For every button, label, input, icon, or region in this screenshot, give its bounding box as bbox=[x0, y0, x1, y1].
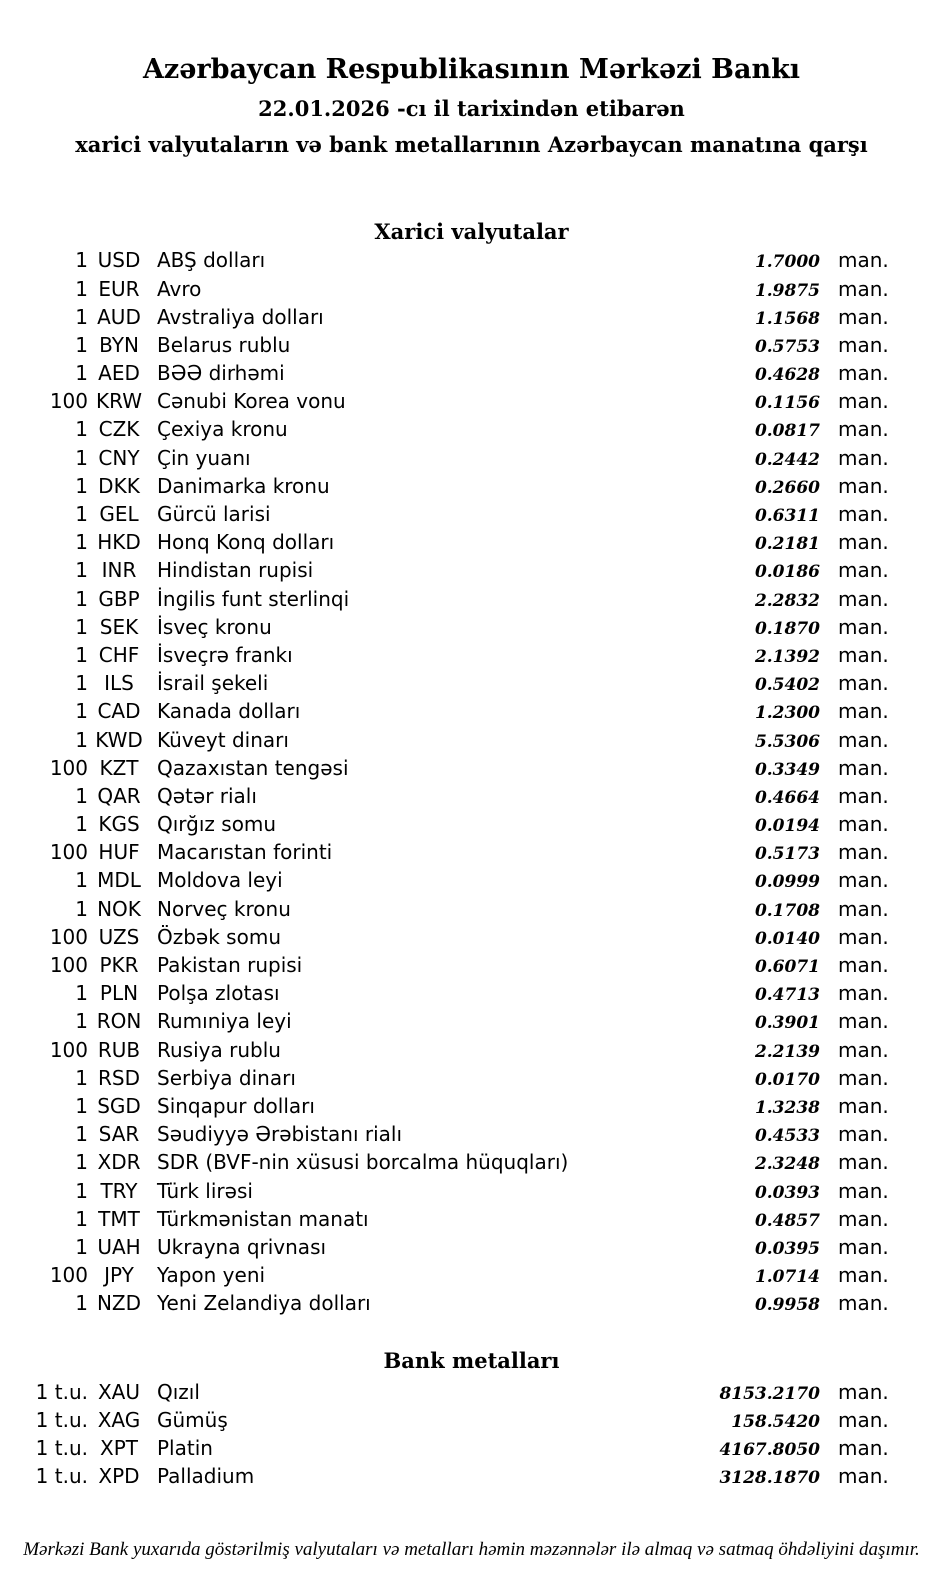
currency-name: Palladium bbox=[157, 1464, 255, 1489]
currency-code: QAR bbox=[97, 783, 141, 808]
currency-row bbox=[0, 277, 943, 305]
currency-code: KZT bbox=[99, 755, 139, 780]
currency-row bbox=[0, 925, 943, 953]
quantity-cell: 1 bbox=[75, 812, 88, 837]
rate-value: 0.6311 bbox=[754, 506, 820, 527]
quantity-cell: 1 bbox=[75, 445, 88, 470]
currency-code: DKK bbox=[98, 473, 140, 498]
currency-name: Polşa zlotası bbox=[157, 981, 280, 1006]
currency-row bbox=[0, 671, 943, 699]
currency-name: Honq Konq dolları bbox=[157, 530, 335, 555]
currency-code: RSD bbox=[98, 1065, 140, 1090]
currency-code: JPY bbox=[104, 1263, 134, 1288]
currency-name: Avro bbox=[157, 276, 202, 301]
currency-name: Moldova leyi bbox=[157, 868, 283, 893]
unit-label: man. bbox=[838, 248, 889, 273]
currency-name: Ukrayna qrivnası bbox=[157, 1234, 327, 1259]
currency-row bbox=[0, 868, 943, 896]
unit-label: man. bbox=[838, 1206, 889, 1231]
rate-value: 0.4533 bbox=[754, 1126, 820, 1147]
unit-label: man. bbox=[838, 1065, 889, 1090]
rate-value: 0.3901 bbox=[754, 1013, 820, 1034]
unit-label: man. bbox=[838, 361, 889, 386]
rate-value: 0.1870 bbox=[754, 618, 820, 639]
currency-code: CZK bbox=[98, 417, 140, 442]
rate-value: 0.1156 bbox=[754, 393, 820, 414]
unit-label: man. bbox=[838, 642, 889, 667]
currency-name: SDR (BVF-nin xüsusi borcalma hüquqları) bbox=[157, 1150, 569, 1175]
rate-value: 0.0140 bbox=[754, 928, 820, 949]
quantity-cell: 1 bbox=[75, 1178, 88, 1203]
unit-label: man. bbox=[838, 614, 889, 639]
rate-value: 0.4857 bbox=[754, 1210, 820, 1231]
rate-value: 0.0186 bbox=[754, 562, 820, 583]
currency-code: XAG bbox=[97, 1407, 141, 1432]
rate-value: 0.3349 bbox=[754, 759, 820, 780]
currency-code: CNY bbox=[98, 445, 140, 470]
rate-value: 0.5402 bbox=[754, 675, 820, 696]
unit-label: man. bbox=[838, 389, 889, 414]
rate-value: 158.5420 bbox=[731, 1411, 820, 1432]
quantity-cell: 1 bbox=[75, 530, 88, 555]
currency-row bbox=[0, 474, 943, 502]
quantity-cell: 1 bbox=[75, 276, 88, 301]
rate-value: 2.2832 bbox=[754, 590, 820, 611]
currency-name: Qızıl bbox=[157, 1379, 200, 1404]
quantity-cell: 1 bbox=[75, 1009, 88, 1034]
quantity-cell: 1 bbox=[75, 896, 88, 921]
currency-row bbox=[0, 1122, 943, 1150]
currency-row bbox=[0, 812, 943, 840]
currency-name: İsveçrə frankı bbox=[157, 642, 293, 667]
quantity-cell: 1 bbox=[75, 248, 88, 273]
currency-code: HKD bbox=[97, 530, 141, 555]
currency-row bbox=[0, 1094, 943, 1122]
currency-row bbox=[0, 1150, 943, 1178]
quantity-cell: 100 bbox=[49, 1037, 88, 1062]
quantity-cell: 1 bbox=[75, 332, 88, 357]
currencies-section-title: Xarici valyutalar bbox=[374, 219, 569, 245]
metal-rates-table bbox=[0, 1380, 943, 1493]
quantity-cell: 1 bbox=[75, 671, 88, 696]
rate-value: 1.2300 bbox=[754, 703, 820, 724]
currency-code: XPD bbox=[98, 1464, 140, 1489]
quantity-cell: 1 bbox=[75, 642, 88, 667]
currency-code: RUB bbox=[97, 1037, 141, 1062]
currency-row bbox=[0, 587, 943, 615]
rate-value: 0.0999 bbox=[754, 872, 820, 893]
quantity-cell: 1 bbox=[75, 1093, 88, 1118]
quantity-cell: 1 t.u. bbox=[35, 1407, 88, 1432]
currency-row bbox=[0, 981, 943, 1009]
currency-name: Platin bbox=[157, 1435, 213, 1460]
quantity-cell: 1 bbox=[75, 981, 88, 1006]
currency-row bbox=[0, 1263, 943, 1291]
unit-label: man. bbox=[838, 473, 889, 498]
currency-row bbox=[0, 840, 943, 868]
rate-value: 0.4628 bbox=[754, 365, 820, 386]
unit-label: man. bbox=[838, 1464, 889, 1489]
currency-name: İsrail şekeli bbox=[157, 671, 269, 696]
currency-row bbox=[0, 1009, 943, 1037]
rate-value: 1.0714 bbox=[754, 1267, 820, 1288]
unit-label: man. bbox=[838, 304, 889, 329]
unit-label: man. bbox=[838, 1234, 889, 1259]
unit-label: man. bbox=[838, 558, 889, 583]
rate-value: 0.2442 bbox=[754, 449, 820, 470]
currency-name: Rumıniya leyi bbox=[157, 1009, 292, 1034]
currency-code: KRW bbox=[96, 389, 142, 414]
currency-name: Pakistan rupisi bbox=[157, 953, 303, 978]
quantity-cell: 100 bbox=[49, 1263, 88, 1288]
unit-label: man. bbox=[838, 445, 889, 470]
currency-row bbox=[0, 333, 943, 361]
currency-row bbox=[0, 558, 943, 586]
unit-label: man. bbox=[838, 755, 889, 780]
quantity-cell: 100 bbox=[49, 840, 88, 865]
currency-row bbox=[0, 1038, 943, 1066]
document-subtitle: xarici valyutaların və bank metallarının Azərbaycan manatına qarşı bbox=[75, 132, 868, 158]
currency-rates-table bbox=[0, 248, 943, 1319]
quantity-cell: 1 bbox=[75, 1122, 88, 1147]
currency-row bbox=[0, 1235, 943, 1263]
currency-code: KGS bbox=[98, 812, 140, 837]
page-title: Azərbaycan Respublikasının Mərkəzi Bankı bbox=[142, 54, 801, 85]
quantity-cell: 1 bbox=[75, 558, 88, 583]
currency-name: Küveyt dinarı bbox=[157, 727, 289, 752]
currency-row bbox=[0, 530, 943, 558]
currency-row bbox=[0, 361, 943, 389]
currency-code: USD bbox=[97, 248, 141, 273]
currency-row bbox=[0, 615, 943, 643]
metal-row bbox=[0, 1436, 943, 1464]
unit-label: man. bbox=[838, 981, 889, 1006]
quantity-cell: 1 bbox=[75, 417, 88, 442]
currency-code: ILS bbox=[104, 671, 134, 696]
quantity-cell: 1 bbox=[75, 1234, 88, 1259]
quantity-cell: 1 t.u. bbox=[35, 1464, 88, 1489]
quantity-cell: 1 bbox=[75, 304, 88, 329]
quantity-cell: 1 bbox=[75, 473, 88, 498]
currency-name: Qırğız somu bbox=[157, 812, 277, 837]
currency-name: Macarıstan forinti bbox=[157, 840, 333, 865]
currency-code: CHF bbox=[98, 642, 140, 667]
unit-label: man. bbox=[838, 502, 889, 527]
rate-value: 0.0817 bbox=[754, 421, 820, 442]
currency-name: Avstraliya dolları bbox=[157, 304, 324, 329]
currency-name: Belarus rublu bbox=[157, 332, 291, 357]
currency-code: XAU bbox=[97, 1379, 141, 1404]
currency-row bbox=[0, 784, 943, 812]
currency-row bbox=[0, 643, 943, 671]
currency-name: İsveç kronu bbox=[157, 614, 272, 639]
currency-row bbox=[0, 446, 943, 474]
quantity-cell: 1 bbox=[75, 699, 88, 724]
currency-code: BYN bbox=[99, 332, 139, 357]
unit-label: man. bbox=[838, 1263, 889, 1288]
unit-label: man. bbox=[838, 896, 889, 921]
unit-label: man. bbox=[838, 671, 889, 696]
currency-code: HUF bbox=[98, 840, 140, 865]
unit-label: man. bbox=[838, 783, 889, 808]
currency-code: INR bbox=[101, 558, 137, 583]
unit-label: man. bbox=[838, 1435, 889, 1460]
quantity-cell: 1 bbox=[75, 586, 88, 611]
metal-row bbox=[0, 1464, 943, 1492]
currency-name: Yapon yeni bbox=[157, 1263, 266, 1288]
currency-name: İngilis funt sterlinqi bbox=[157, 586, 350, 611]
unit-label: man. bbox=[838, 1122, 889, 1147]
quantity-cell: 1 bbox=[75, 727, 88, 752]
quantity-cell: 100 bbox=[49, 924, 88, 949]
rate-value: 0.9958 bbox=[754, 1295, 820, 1316]
unit-label: man. bbox=[838, 727, 889, 752]
quantity-cell: 1 bbox=[75, 1291, 88, 1316]
currency-name: Çin yuanı bbox=[157, 445, 251, 470]
quantity-cell: 100 bbox=[49, 389, 88, 414]
rate-value: 1.1568 bbox=[754, 308, 820, 329]
unit-label: man. bbox=[838, 699, 889, 724]
quantity-cell: 1 t.u. bbox=[35, 1435, 88, 1460]
currency-code: PKR bbox=[99, 953, 139, 978]
unit-label: man. bbox=[838, 812, 889, 837]
currency-name: Danimarka kronu bbox=[157, 473, 330, 498]
rate-value: 1.3238 bbox=[754, 1097, 820, 1118]
currency-code: XPT bbox=[100, 1435, 138, 1460]
currency-row bbox=[0, 953, 943, 981]
rate-value: 0.1708 bbox=[754, 900, 820, 921]
quantity-cell: 100 bbox=[49, 755, 88, 780]
currency-name: Cənubi Korea vonu bbox=[157, 389, 346, 414]
unit-label: man. bbox=[838, 586, 889, 611]
currency-code: TRY bbox=[100, 1178, 138, 1203]
rate-value: 2.2139 bbox=[754, 1041, 820, 1062]
rate-value: 0.2181 bbox=[754, 534, 820, 555]
currency-name: Sinqapur dolları bbox=[157, 1093, 315, 1118]
currency-name: Norveç kronu bbox=[157, 896, 291, 921]
currency-code: SAR bbox=[98, 1122, 140, 1147]
currency-row bbox=[0, 728, 943, 756]
document-header bbox=[0, 0, 943, 156]
effective-date-line: 22.01.2026 -cı il tarixindən etibarən bbox=[258, 96, 685, 122]
currency-code: AED bbox=[98, 361, 140, 386]
rate-value: 2.3248 bbox=[754, 1154, 820, 1175]
quantity-cell: 1 bbox=[75, 1150, 88, 1175]
disclaimer-text: Mərkəzi Bank yuxarıda göstərilmiş valyutaları və metalları həmin məzənnələr ilə almaq və satmaq öhdəliyini daşımır. bbox=[23, 1539, 920, 1561]
currency-code: RON bbox=[96, 1009, 142, 1034]
currency-name: Kanada dolları bbox=[157, 699, 301, 724]
currency-row bbox=[0, 389, 943, 417]
rate-value: 8153.2170 bbox=[719, 1383, 820, 1404]
unit-label: man. bbox=[838, 417, 889, 442]
unit-label: man. bbox=[838, 953, 889, 978]
quantity-cell: 1 bbox=[75, 1206, 88, 1231]
unit-label: man. bbox=[838, 1093, 889, 1118]
currency-row bbox=[0, 1207, 943, 1235]
quantity-cell: 100 bbox=[49, 953, 88, 978]
unit-label: man. bbox=[838, 1037, 889, 1062]
rate-value: 1.9875 bbox=[754, 280, 820, 301]
unit-label: man. bbox=[838, 1150, 889, 1175]
currency-code: EUR bbox=[98, 276, 140, 301]
unit-label: man. bbox=[838, 840, 889, 865]
unit-label: man. bbox=[838, 868, 889, 893]
rate-value: 5.5306 bbox=[754, 731, 820, 752]
currency-row bbox=[0, 699, 943, 727]
rate-value: 1.7000 bbox=[754, 252, 820, 273]
metals-section-title: Bank metalları bbox=[383, 1348, 560, 1374]
currency-name: Qətər rialı bbox=[157, 783, 257, 808]
rate-value: 0.6071 bbox=[754, 957, 820, 978]
currency-name: ABŞ dolları bbox=[157, 248, 266, 273]
currency-name: Serbiya dinarı bbox=[157, 1065, 296, 1090]
currency-code: NZD bbox=[96, 1291, 142, 1316]
unit-label: man. bbox=[838, 1407, 889, 1432]
unit-label: man. bbox=[838, 276, 889, 301]
rate-value: 0.0393 bbox=[754, 1182, 820, 1203]
metal-row bbox=[0, 1408, 943, 1436]
rate-value: 0.0395 bbox=[754, 1238, 820, 1259]
unit-label: man. bbox=[838, 1379, 889, 1404]
currency-code: SGD bbox=[97, 1093, 141, 1118]
unit-label: man. bbox=[838, 1178, 889, 1203]
currency-row bbox=[0, 502, 943, 530]
unit-label: man. bbox=[838, 1291, 889, 1316]
rate-value: 0.4664 bbox=[754, 787, 820, 808]
currency-code: MDL bbox=[97, 868, 141, 893]
quantity-cell: 1 t.u. bbox=[35, 1379, 88, 1404]
currency-row bbox=[0, 305, 943, 333]
rate-value: 0.0170 bbox=[754, 1069, 820, 1090]
currency-row bbox=[0, 1179, 943, 1207]
currency-name: Türk lirəsi bbox=[157, 1178, 253, 1203]
currency-row bbox=[0, 248, 943, 276]
unit-label: man. bbox=[838, 332, 889, 357]
quantity-cell: 1 bbox=[75, 868, 88, 893]
currency-code: KWD bbox=[95, 727, 143, 752]
currency-code: UAH bbox=[97, 1234, 141, 1259]
rate-value: 0.5173 bbox=[754, 844, 820, 865]
currency-code: TMT bbox=[98, 1206, 140, 1231]
currency-name: Səudiyyə Ərəbistanı rialı bbox=[157, 1122, 403, 1147]
currency-row bbox=[0, 417, 943, 445]
rate-value: 3128.1870 bbox=[719, 1468, 820, 1489]
quantity-cell: 1 bbox=[75, 614, 88, 639]
quantity-cell: 1 bbox=[75, 502, 88, 527]
currency-row bbox=[0, 1291, 943, 1319]
currency-name: Özbək somu bbox=[157, 924, 281, 949]
currency-row bbox=[0, 897, 943, 925]
rate-value: 2.1392 bbox=[754, 646, 820, 667]
currency-name: Çexiya kronu bbox=[157, 417, 288, 442]
currency-row bbox=[0, 756, 943, 784]
currency-code: PLN bbox=[99, 981, 139, 1006]
currency-code: GBP bbox=[98, 586, 140, 611]
currency-name: Rusiya rublu bbox=[157, 1037, 281, 1062]
quantity-cell: 1 bbox=[75, 1065, 88, 1090]
currency-name: Yeni Zelandiya dolları bbox=[157, 1291, 371, 1316]
rate-value: 0.5753 bbox=[754, 336, 820, 357]
quantity-cell: 1 bbox=[75, 361, 88, 386]
currency-code: XDR bbox=[97, 1150, 141, 1175]
currency-code: UZS bbox=[98, 924, 140, 949]
unit-label: man. bbox=[838, 530, 889, 555]
currency-name: Qazaxıstan tengəsi bbox=[157, 755, 349, 780]
currency-code: NOK bbox=[97, 896, 141, 921]
currency-name: Gümüş bbox=[157, 1407, 228, 1432]
currency-name: BƏƏ dirhəmi bbox=[157, 361, 285, 386]
unit-label: man. bbox=[838, 924, 889, 949]
rate-value: 0.4713 bbox=[754, 985, 820, 1006]
unit-label: man. bbox=[838, 1009, 889, 1034]
currency-name: Gürcü larisi bbox=[157, 502, 271, 527]
rate-value: 0.2660 bbox=[754, 477, 820, 498]
currency-code: GEL bbox=[99, 502, 139, 527]
currency-name: Türkmənistan manatı bbox=[157, 1206, 369, 1231]
currency-code: SEK bbox=[99, 614, 139, 639]
rate-value: 4167.8050 bbox=[719, 1439, 820, 1460]
rate-value: 0.0194 bbox=[754, 816, 820, 837]
currency-name: Hindistan rupisi bbox=[157, 558, 314, 583]
metal-row bbox=[0, 1380, 943, 1408]
currency-code: AUD bbox=[97, 304, 141, 329]
currency-code: CAD bbox=[97, 699, 141, 724]
currency-row bbox=[0, 1066, 943, 1094]
quantity-cell: 1 bbox=[75, 783, 88, 808]
